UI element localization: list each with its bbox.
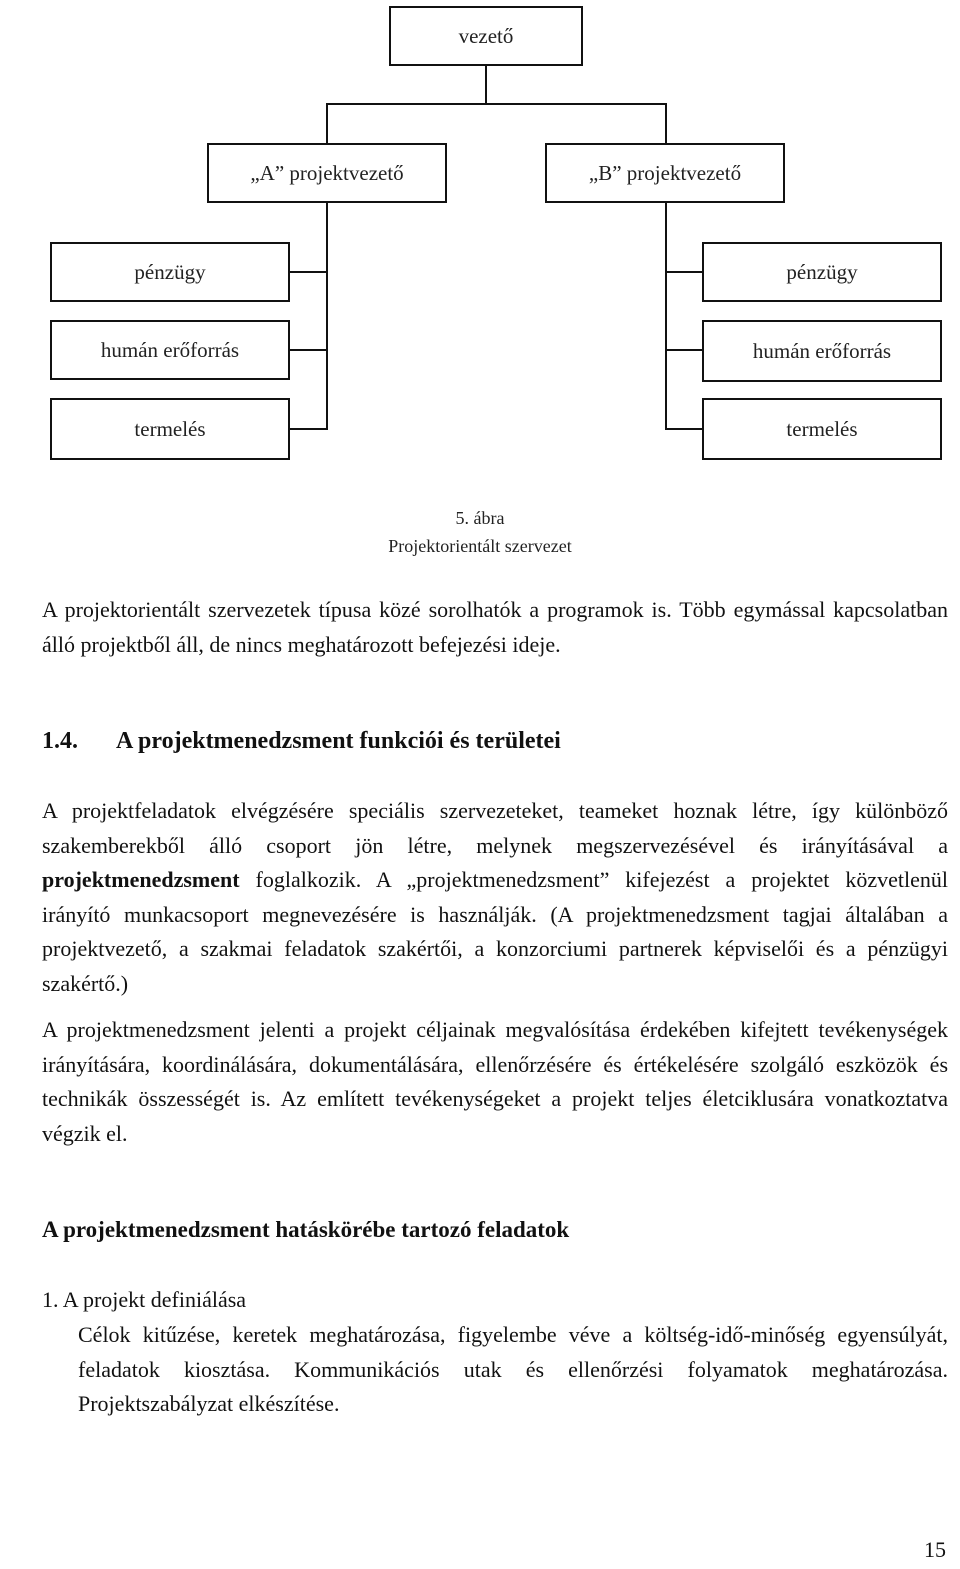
box-vezeto: vezető <box>389 6 583 66</box>
bold-term: projektmenedzsment <box>42 867 240 892</box>
box-right-penzugy: pénzügy <box>702 242 942 302</box>
paragraph-projektmenedzsment <box>42 794 948 1001</box>
figure-number: 5. ábra <box>455 508 505 528</box>
connector <box>326 103 328 144</box>
intro-paragraph: A projektorientált szervezetek típusa közé sorolhatók a programok is. Több egymással kapcsolatban álló projektből áll, de nincs meghatározott befejezési ideje. <box>42 597 948 657</box>
paragraph-definition: A projektmenedzsment jelenti a projekt céljainak megvalósítása érdekében kifejtett tevékenységek irányítására, koordinálására, dokumentálására, ellenőrzésére és értékelésére szolgáló eszközök és technikák összességét is. Az említett tevékenységeket a projekt teljes életciklusára vonatkoztatva végzik el. <box>42 1017 948 1146</box>
page-number: 15 <box>924 1537 946 1562</box>
section-heading <box>42 728 561 755</box>
section-title: A projektmenedzsment funkciói és területei <box>116 728 561 754</box>
section-number: 1.4. <box>42 728 78 754</box>
box-right-human-eroforras: humán erőforrás <box>702 320 942 382</box>
paragraph-text: A projektfeladatok elvégzésére speciális szervezeteket, teameket hoznak létre, így különböző szakemberekből álló csoport jön létre, melynek megszervezésével és irányításával a <box>42 798 948 858</box>
connector <box>290 271 328 273</box>
box-left-human-eroforras: humán erőforrás <box>50 320 290 380</box>
list-item-title: 1. A projekt definiálása <box>42 1287 247 1312</box>
connector <box>326 203 328 429</box>
paragraph-text: foglalkozik. A „projektmenedzsment” kifejezést a projektet közvetlenül irányító munkacsoport megnevezésére is használják. (A projektmenedzsment tagjai általában a projektvezető, a szakmai feladatok szakértői, a konzorciumi partnerek képviselői és a pénzügyi szakértő.) <box>42 867 948 996</box>
connector <box>290 349 328 351</box>
connector <box>485 66 487 104</box>
box-left-termeles: termelés <box>50 398 290 460</box>
connector <box>665 203 667 429</box>
list-item-text: Célok kitűzése, keretek meghatározása, figyelembe véve a költség-idő-minőség egyensúlyát, feladatok kiosztása. Kommunikációs utak és ellenőrzési folyamatok meghatározása. Projektszabályzat elkészítése. <box>78 1322 948 1416</box>
connector <box>665 349 702 351</box>
box-a-projektvezeto: „A” projektvezető <box>207 143 447 203</box>
connector <box>665 428 702 430</box>
figure-title: Projektorientált szervezet <box>388 536 572 556</box>
connector <box>290 428 328 430</box>
subheading: A projektmenedzsment hatáskörébe tartozó feladatok <box>42 1217 570 1242</box>
box-b-projektvezeto: „B” projektvezető <box>545 143 785 203</box>
box-right-termeles: termelés <box>702 398 942 460</box>
box-left-penzugy: pénzügy <box>50 242 290 302</box>
connector <box>665 103 667 144</box>
connector <box>326 103 667 105</box>
connector <box>665 271 702 273</box>
